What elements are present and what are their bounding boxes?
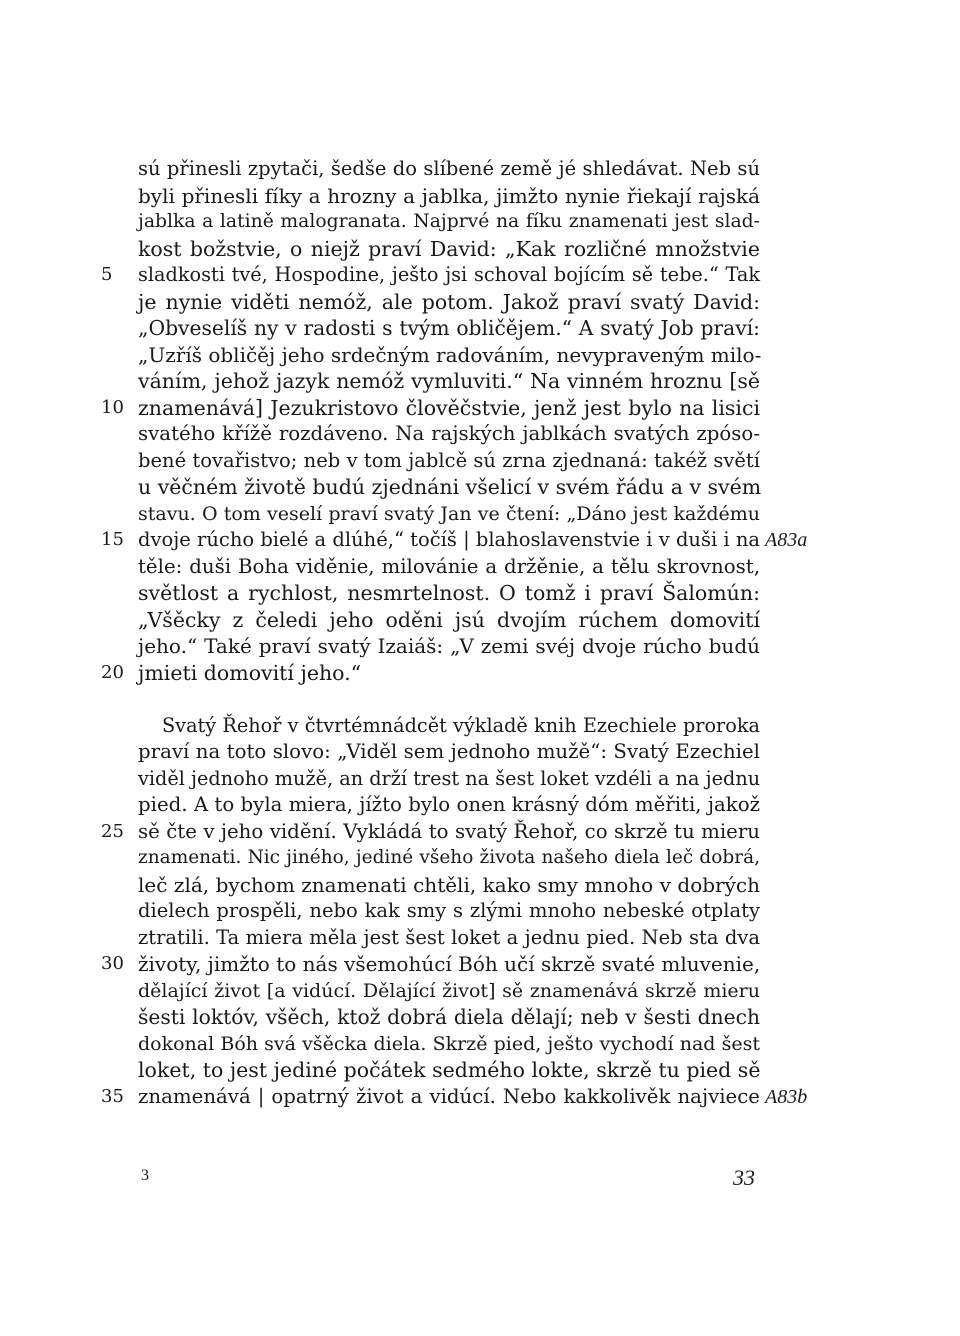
text-line: „Všěcky z čeledi jeho oděni jsú dvojím rúchem domovití (138, 608, 760, 632)
text-line: sladkosti tvé, Hospodine, ješto jsi schoval bojícím sě tebe.“ Tak (138, 263, 760, 286)
text-line: loket, to jest jediné počátek sedmého lokte, skrzě tu pied sě (138, 1058, 761, 1082)
text-line: znamenává] Jezukristovo člověčstvie, jenž jest bylo na lisici (138, 396, 760, 420)
text-line: jablka a latině malogranata. Najprvé na fíku znamenati jest slad- (138, 211, 760, 232)
signature-mark: 3 (141, 1167, 149, 1184)
text-line: světlost a rychlost, nesmrtelnost. O tomž i praví Šalomún: (138, 581, 760, 605)
text-line: dokonal Bóh svá všěcka diela. Skrzě pied, ješto vychodí nad šest (138, 1033, 760, 1055)
text-line: u věčném životě budú zjednáni všelicí v svém řádu a v svém (138, 475, 762, 499)
text-line: jeho.“ Také praví svatý Izaiáš: „V zemi svéj dvoje rúcho budú (138, 634, 760, 658)
text-line: dielech prospěli, nebo kak smy s zlými mnoho nebeské otplaty (138, 899, 760, 922)
text-line: ztratili. Ta miera měla jest šest loket a jednu pied. Neb sta dva (138, 926, 760, 949)
page-number: 33 (733, 1165, 755, 1190)
text-line: dvoje rúcho bielé a dlúhé,“ točíš | blahoslavenstvie i v duši i na (138, 528, 761, 551)
line-number: 20 (101, 662, 124, 683)
text-line: je nynie viděti nemóž, ale potom. Jakož praví svatý David: (138, 290, 760, 314)
text-line: Svatý Řehoř v čtvrtémnádcět výkladě knih Ezechiele proroka (162, 714, 760, 737)
text-line: sě čte v jeho vidění. Vykládá to svatý Řehoř, co skrzě tu mieru (138, 820, 760, 843)
text-line: znamenati. Nic jiného, jediné všeho života našeho diela leč dobrá, (138, 847, 760, 868)
text-line: kost božstvie, o niejž praví David: „Kak rozličné množstvie (138, 237, 760, 261)
line-number: 10 (101, 397, 124, 418)
line-number: 25 (101, 821, 124, 842)
text-line: stavu. O tom veselí praví svatý Jan ve čtení: „Dáno jest každému (138, 503, 760, 525)
text-line: znamenává | opatrný život a vidúcí. Nebo kakkolivěk najviece (138, 1085, 760, 1108)
text-line: leč zlá, bychom znamenati chtěli, kako smy mnoho v dobrých (138, 873, 760, 897)
text-line: viděl jednoho mužě, an drží trest na šest loket vzdéli a na jednu (138, 767, 761, 790)
text-line: svatého křížě rozdáveno. Na rajských jablkách svatých zpóso- (138, 422, 760, 445)
text-line: jmieti domovití jeho.“ (138, 661, 362, 685)
text-line: „Obveselíš ny v radosti s tvým obličějem.“ A svatý Job praví: (138, 316, 760, 340)
text-line: těle: duši Boha viděnie, milovánie a držěnie, a tělu skrovnost, (138, 555, 760, 578)
manuscript-folio-mark: A83a (765, 529, 808, 551)
text-line: „Uzříš obličěj jeho srdečným radováním, nevypraveným milo- (138, 343, 762, 367)
text-line: váním, jehož jazyk nemóž vymluviti.“ Na vinném hroznu [sě (138, 369, 760, 393)
text-line: životy, jimžto to nás všemohúcí Bóh učí skrzě svaté mluvenie, (138, 952, 761, 976)
text-line: sú přinesli zpytači, šedše do slíbené země jé shledávat. Neb sú (138, 157, 760, 180)
line-number: 35 (101, 1086, 124, 1107)
text-line: dělající život [a vidúcí. Dělající život] sě znamenává skrzě mieru (138, 980, 760, 1002)
line-number: 30 (101, 953, 124, 974)
manuscript-folio-mark: A83b (765, 1086, 808, 1108)
line-number: 5 (101, 264, 113, 285)
text-line: byli přinesli fíky a hrozny a jablka, jimžto nynie řiekají rajská (138, 184, 760, 208)
text-line: praví na toto slovo: „Viděl sem jednoho mužě“: Svatý Ezechiel (138, 740, 760, 763)
text-line: bené tovařistvo; neb v tom jablcě sú zrna zjednaná: takéž světí (138, 449, 760, 472)
text-line: pied. A to byla miera, jížto bylo onen krásný dóm měřiti, jakož (138, 793, 760, 816)
line-number: 15 (101, 529, 124, 550)
text-line: šesti loktóv, všěch, ktož dobrá diela dělají; neb v šesti dnech (138, 1005, 760, 1029)
